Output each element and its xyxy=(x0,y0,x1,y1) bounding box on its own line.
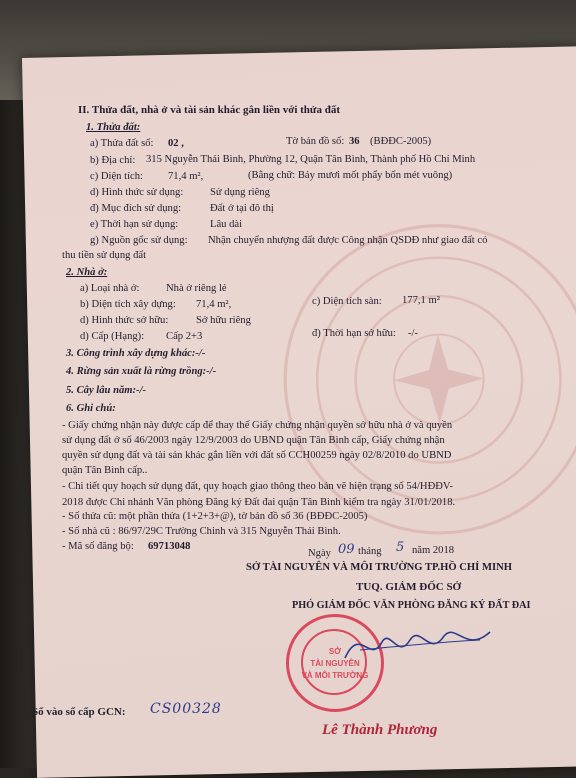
map-sheet-note: (BĐĐC-2005) xyxy=(370,136,432,147)
date-prefix: Ngày xyxy=(308,548,331,559)
position-title: PHÓ GIÁM ĐỐC VĂN PHÒNG ĐĂNG KÝ ĐẤT ĐAI xyxy=(292,600,531,611)
registry-number: CS00328 xyxy=(150,701,222,717)
purpose-label: đ) Mục đích sử dụng: xyxy=(90,203,182,214)
use-form-label: d) Hình thức sử dụng: xyxy=(90,187,184,198)
signer-name: Lê Thành Phương xyxy=(322,722,438,738)
date-month-word: tháng xyxy=(358,546,382,557)
area-label: c) Diện tích: xyxy=(90,171,143,182)
floor-area-value: 177,1 m² xyxy=(402,295,440,306)
floor-area-label: c) Diện tích sàn: xyxy=(312,296,382,307)
purpose-value: Đất ở tại đô thị xyxy=(210,203,274,214)
registration-code: 69713048 xyxy=(148,541,191,552)
authority-name: SỞ TÀI NGUYÊN VÀ MÔI TRƯỜNG TP.HỒ CHÍ MINH xyxy=(246,562,512,573)
house-type-value: Nhà ở riêng lẻ xyxy=(166,283,227,294)
note-line: - Chi tiết quy hoạch sử dụng đất, quy hoạch giao thông theo bản vẽ hiện trạng số 54/HĐĐV- xyxy=(62,481,454,492)
house-heading: 2. Nhà ở: xyxy=(66,267,108,278)
built-area-label: b) Diện tích xây dựng: xyxy=(80,299,176,310)
area-words: (Bằng chữ: Bảy mươi mốt phẩy bốn mét vuông) xyxy=(248,170,453,181)
parcel-label: a) Thửa đất số: xyxy=(90,138,154,149)
ownership-term-label: đ) Thời hạn sở hữu: xyxy=(312,328,396,339)
planted-forest: 4. Rừng sản xuất là rừng trồng:-/- xyxy=(66,366,217,377)
note-line: 2018 được Chi nhánh Văn phòng Đăng ký Đất đai quận Tân Bình kiểm tra ngày 31/01/2018. xyxy=(62,497,456,508)
date-year: năm 2018 xyxy=(412,545,455,556)
note-line: - Số nhà cũ : 86/97/29C Trường Chinh và 315 Nguyễn Thái Bình. xyxy=(62,526,341,537)
proxy-title: TUQ. GIÁM ĐỐC SỞ xyxy=(356,581,462,593)
date-day: 09 xyxy=(338,542,355,557)
term-label: e) Thời hạn sử dụng: xyxy=(90,219,179,230)
seal-text: TÀI NGUYÊN xyxy=(310,659,360,668)
signature xyxy=(340,620,500,670)
origin-value: Nhận chuyển nhượng đất được Công nhận QSDĐ như giao đất có xyxy=(208,235,488,246)
note-line: sử dụng đất ở số 46/2003 ngày 12/9/2003 do UBND quận Tân Bình cấp, Giấy chứng nhận xyxy=(62,435,445,446)
section-title: II. Thửa đất, nhà ở và tài sản khác gắn liền với thửa đất xyxy=(78,104,341,116)
note-line: quyền sử dụng đất và tài sản khác gắn liền với đất số CCH00259 ngày 02/8/2010 do UBND xyxy=(62,450,452,461)
address-label: b) Địa chỉ: xyxy=(90,155,136,166)
grade-label: d) Cấp (Hạng): xyxy=(80,331,145,342)
date-month: 5 xyxy=(396,540,405,555)
origin-continuation: thu tiền sử dụng đất xyxy=(62,250,147,261)
other-works: 3. Công trình xây dựng khác:-/- xyxy=(66,348,206,359)
notes-heading: 6. Ghi chú: xyxy=(66,403,116,414)
seal-text: SỞ xyxy=(328,647,342,656)
use-form-value: Sử dụng riêng xyxy=(210,187,270,198)
map-sheet-value: 36 xyxy=(349,136,360,147)
land-heading: 1. Thửa đất: xyxy=(86,122,141,133)
perennial-trees: 5. Cây lâu năm:-/- xyxy=(66,385,147,396)
address-value: 315 Nguyễn Thái Bình, Phường 12, Quận Tân Bình, Thành phố Hồ Chí Minh xyxy=(146,154,476,165)
built-area-value: 71,4 m², xyxy=(196,299,232,310)
note-line: quận Tân Bình cấp.. xyxy=(62,465,148,476)
term-value: Lâu dài xyxy=(210,219,243,230)
grade-value: Cấp 2+3 xyxy=(166,331,203,342)
map-sheet-label: Tờ bản đồ số: xyxy=(286,136,345,147)
note-line: - Giấy chứng nhận này được cấp để thay thế Giấy chứng nhận quyền sở hữu nhà ở và quyền xyxy=(62,420,453,431)
area-value: 71,4 m², xyxy=(168,171,204,182)
house-type-label: a) Loại nhà ở: xyxy=(80,283,140,294)
registry-label: Số vào sổ cấp GCN: xyxy=(32,706,126,718)
note-line: - Số thửa cũ: một phần thửa (1+2+3+@), tờ bản đồ số 36 (BĐĐC-2005) xyxy=(62,511,368,522)
ownership-label: d) Hình thức sở hữu: xyxy=(80,315,169,326)
note-line: - Mã số đăng bộ: xyxy=(62,541,134,552)
seal-text: VÀ MÔI TRƯỜNG xyxy=(301,671,369,680)
origin-label: g) Nguồn gốc sử dụng: xyxy=(90,235,188,246)
ownership-term-value: -/- xyxy=(408,328,418,339)
ownership-value: Sở hữu riêng xyxy=(196,315,251,326)
parcel-value: 02 , xyxy=(168,138,184,149)
